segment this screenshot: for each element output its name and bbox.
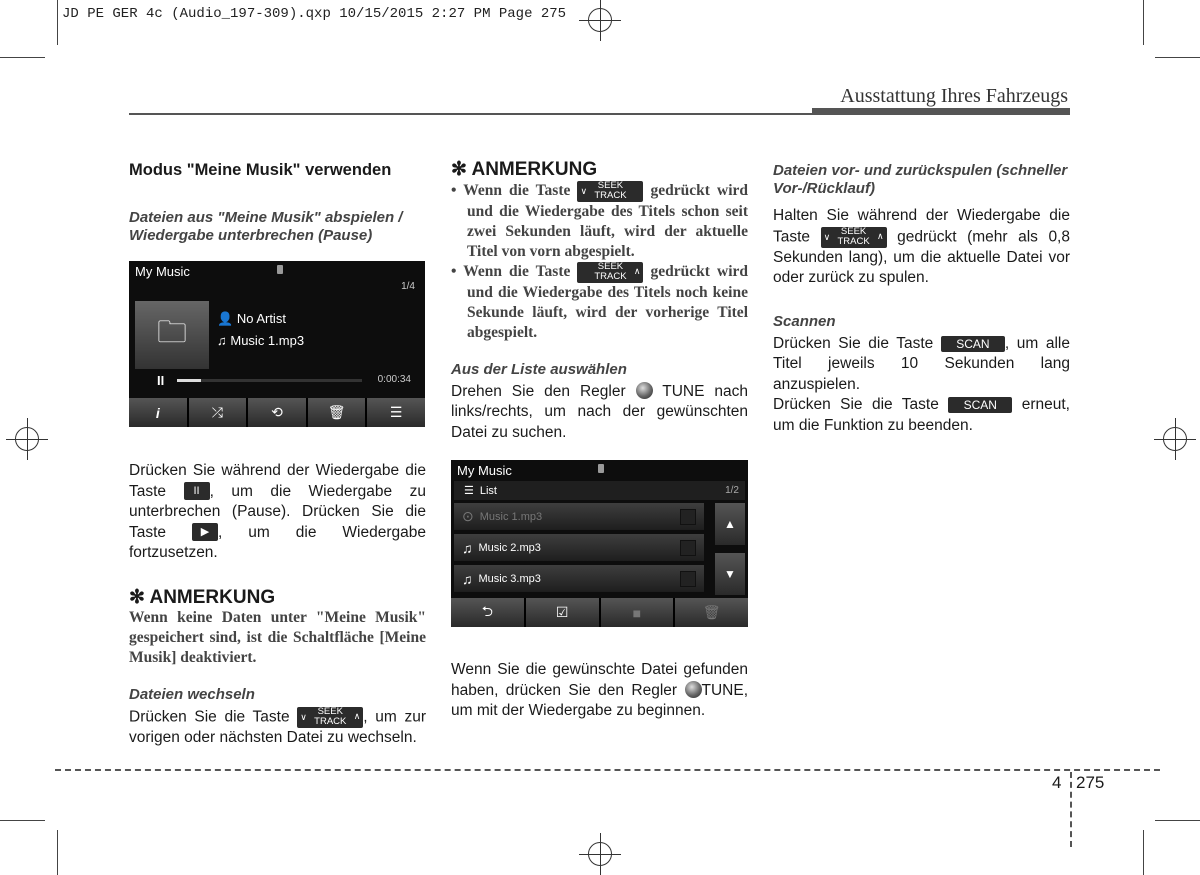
info-button[interactable] xyxy=(129,398,187,427)
text: Drücken Sie die Taste xyxy=(773,334,934,352)
crop-mark xyxy=(57,0,58,45)
text: TUNE, um mit der Wiedergabe zu beginnen. xyxy=(451,681,748,719)
btn-label: TRACK xyxy=(594,270,627,282)
checkbox[interactable] xyxy=(680,540,696,556)
paragraph-change-file xyxy=(129,707,426,749)
registration-mark xyxy=(15,427,39,451)
triangle-up-icon: ▲ xyxy=(724,517,736,531)
chevron-up-icon: ∧ xyxy=(877,230,884,241)
music-note-icon: ♫ xyxy=(462,570,473,587)
note-bullet: • Wenn die Taste SEEK TRACK ∧ gedrückt wird und die Wiedergabe des Titels noch keine Sekunde läuft, wird der vorherige Titel abgespielt. xyxy=(451,260,749,341)
repeat-icon: ⟲ xyxy=(271,404,283,420)
track-name: Music 1.mp3 xyxy=(230,333,305,348)
shuffle-button[interactable] xyxy=(189,398,247,427)
footer-vertical-rule xyxy=(1070,772,1072,847)
list-icon: ☰ xyxy=(464,485,474,497)
note-text: Wenn keine Daten unter "Meine Musik" gespeichert sind, ist die Schaltfläche [Meine Musik] deaktiviert. xyxy=(129,609,426,666)
registration-mark xyxy=(588,842,612,866)
chevron-down-icon: ∨ xyxy=(300,712,307,722)
crop-mark xyxy=(1155,57,1200,58)
paragraph-scan-stop xyxy=(773,395,1070,436)
seek-track-button xyxy=(821,227,887,248)
text: , um die Wiedergabe zu unterbrechen (Pause). Drücken Sie die Taste xyxy=(129,482,426,541)
text: Halten Sie während der Wiedergabe die Taste xyxy=(773,207,1070,246)
text: Drehen Sie den Regler xyxy=(451,382,626,400)
text: TUNE nach links/rechts, um nach der gewünschten Datei zu suchen. xyxy=(451,382,748,441)
shuffle-icon: ⤮ xyxy=(211,404,223,420)
scroll-up-button[interactable] xyxy=(715,503,745,545)
section-heading: Modus "Meine Musik" verwenden xyxy=(129,161,392,179)
screen-toolbar xyxy=(451,598,748,627)
chevron-up-icon: ∧ xyxy=(353,711,361,721)
pause-button: II xyxy=(184,482,210,500)
text: , um zur vorigen oder nächsten Datei zu wechseln. xyxy=(129,708,426,747)
checkbox[interactable] xyxy=(680,571,696,587)
registration-mark xyxy=(1163,427,1187,451)
paragraph-list-select xyxy=(451,382,748,444)
select-button[interactable] xyxy=(526,598,599,627)
crop-mark xyxy=(57,830,58,875)
info-icon: i xyxy=(155,404,160,421)
person-icon: 👤 xyxy=(217,311,234,326)
seek-track-button xyxy=(297,707,363,728)
page-number: 275 xyxy=(1076,773,1105,792)
track-counter: 1/4 xyxy=(401,281,415,292)
scan-button: SCAN xyxy=(941,336,1005,352)
running-header: Ausstattung Ihres Fahrzeugs xyxy=(840,85,1068,107)
delete-button[interactable] xyxy=(308,398,366,427)
triangle-down-icon: ▼ xyxy=(724,567,736,581)
seek-track-button xyxy=(577,262,643,283)
item-label: Music 3.mp3 xyxy=(478,572,541,585)
progress-fill xyxy=(177,379,201,382)
crop-mark xyxy=(0,57,45,58)
subheading: Dateien vor- und zurückspulen (schneller Vor-/Rücklauf) xyxy=(773,162,1068,197)
elapsed-time: 0:00:34 xyxy=(377,374,411,385)
paragraph-scan xyxy=(773,334,1070,396)
crop-mark xyxy=(0,820,45,821)
item-label: Music 2.mp3 xyxy=(478,541,541,554)
paragraph-start-playback xyxy=(451,660,748,722)
checkbox[interactable] xyxy=(680,509,696,525)
scan-button: SCAN xyxy=(948,397,1012,413)
chevron-down-icon: ∨ xyxy=(823,231,831,242)
subheading: Dateien wechseln xyxy=(129,686,255,703)
note-heading: ✻ ANMERKUNG xyxy=(129,586,276,608)
back-button[interactable] xyxy=(451,598,524,627)
play-button: ▶ xyxy=(192,523,218,541)
folder-music-icon: 🗀 xyxy=(157,315,187,349)
trash-icon: 🗑 xyxy=(702,604,721,620)
progress-track[interactable] xyxy=(177,379,362,382)
artist-name: No Artist xyxy=(236,311,286,326)
delete-button[interactable] xyxy=(675,598,748,627)
screen-title: My Music xyxy=(457,463,512,478)
text: Wenn Sie die gewünschte Datei gefunden haben, drücken Sie den Regler xyxy=(451,661,748,699)
text: Drücken Sie die Taste xyxy=(129,708,290,726)
play-circle-icon: ⊙ xyxy=(462,508,474,524)
list-item[interactable] xyxy=(454,565,704,592)
crop-mark xyxy=(1143,830,1144,875)
subheading: Scannen xyxy=(773,312,836,330)
back-arrow-icon: ⮌ xyxy=(481,602,493,619)
pause-icon[interactable]: II xyxy=(157,373,165,388)
subheading: Dateien aus "Meine Musik" abspielen / Wiedergabe unterbrechen (Pause) xyxy=(129,208,403,244)
list-item[interactable] xyxy=(454,534,704,561)
music-list-screen xyxy=(451,460,748,627)
print-slug: JD PE GER 4c (Audio_197-309).qxp 10/15/2015 2:27 PM Page 275 xyxy=(62,6,567,22)
text: Wenn die Taste xyxy=(463,181,571,199)
list-icon: ☰ xyxy=(389,404,403,420)
tune-knob-icon xyxy=(636,382,653,399)
music-note-icon: ♫ xyxy=(217,333,227,348)
list-label: List xyxy=(479,484,497,497)
text: Drücken Sie während der Wiedergabe die Taste xyxy=(129,462,426,500)
chapter-number: 4 xyxy=(1052,773,1062,792)
text: , um die Wiedergabe fortzusetzen. xyxy=(129,523,426,561)
chevron-down-icon: ∨ xyxy=(580,185,588,196)
my-music-screen xyxy=(129,261,425,427)
header-bar xyxy=(812,108,1070,115)
btn-label: TRACK xyxy=(837,235,870,247)
list-item[interactable] xyxy=(454,503,704,530)
text: , um alle Titel jeweils 10 Sekunden lang anzuspielen. xyxy=(773,334,1070,393)
paragraph-seek xyxy=(773,206,1070,289)
artist-line xyxy=(217,311,286,327)
repeat-button[interactable] xyxy=(248,398,306,427)
text: gedrückt wird und die Wiedergabe des Titels noch keine Sekunde läuft, wird der vorherige Titel abgespielt. xyxy=(467,262,749,341)
crop-mark xyxy=(1143,0,1144,45)
crop-mark xyxy=(1155,820,1200,821)
note-heading: ✻ ANMERKUNG xyxy=(451,159,598,180)
btn-label: SEEK xyxy=(317,706,343,717)
list-header xyxy=(454,481,745,500)
tune-knob-icon xyxy=(685,681,702,698)
usb-icon xyxy=(277,265,283,274)
chevron-up-icon: ∧ xyxy=(633,265,641,276)
btn-label: SEEK xyxy=(840,225,867,237)
square-icon: ■ xyxy=(632,604,642,621)
text: gedrückt (mehr als 0,8 Sekunden lang), um die aktuelle Datei vor oder zurück zu spulen. xyxy=(773,228,1070,287)
scroll-down-button[interactable] xyxy=(715,553,745,595)
btn-label: TRACK xyxy=(314,716,347,727)
usb-icon xyxy=(598,464,604,473)
subheading: Aus der Liste auswählen xyxy=(451,360,627,378)
text: Wenn die Taste xyxy=(463,262,571,280)
paragraph-pause xyxy=(129,461,426,564)
text: erneut, um die Funktion zu beenden. xyxy=(773,396,1070,434)
page-counter: 1/2 xyxy=(725,485,739,496)
list-button[interactable] xyxy=(367,398,425,427)
btn-label: TRACK xyxy=(594,189,627,201)
screen-toolbar xyxy=(129,398,425,427)
music-note-icon: ♫ xyxy=(462,539,473,556)
btn-label: SEEK xyxy=(597,260,624,272)
track-line xyxy=(217,333,304,348)
footer-rule xyxy=(55,769,1160,771)
seek-track-button xyxy=(577,181,643,202)
deselect-button[interactable] xyxy=(601,598,674,627)
checklist-icon: ☑ xyxy=(555,604,569,620)
registration-mark xyxy=(588,8,612,32)
text: Drücken Sie die Taste xyxy=(773,396,939,414)
text: gedrückt wird und die Wiedergabe des Titels schon seit zwei Sekunden läuft, wird der aktuelle Titel von vorn abgespielt. xyxy=(467,181,749,260)
album-art xyxy=(135,301,209,369)
item-label: Music 1.mp3 xyxy=(479,510,543,523)
btn-label: SEEK xyxy=(597,179,624,191)
note-bullet: • Wenn die Taste ∨ SEEK TRACK gedrückt wird und die Wiedergabe des Titels schon seit zwei Sekunden läuft, wird der aktuelle Titel von vorn abgespielt. xyxy=(451,179,749,260)
trash-icon: 🗑 xyxy=(327,404,346,420)
screen-title: My Music xyxy=(135,264,190,279)
